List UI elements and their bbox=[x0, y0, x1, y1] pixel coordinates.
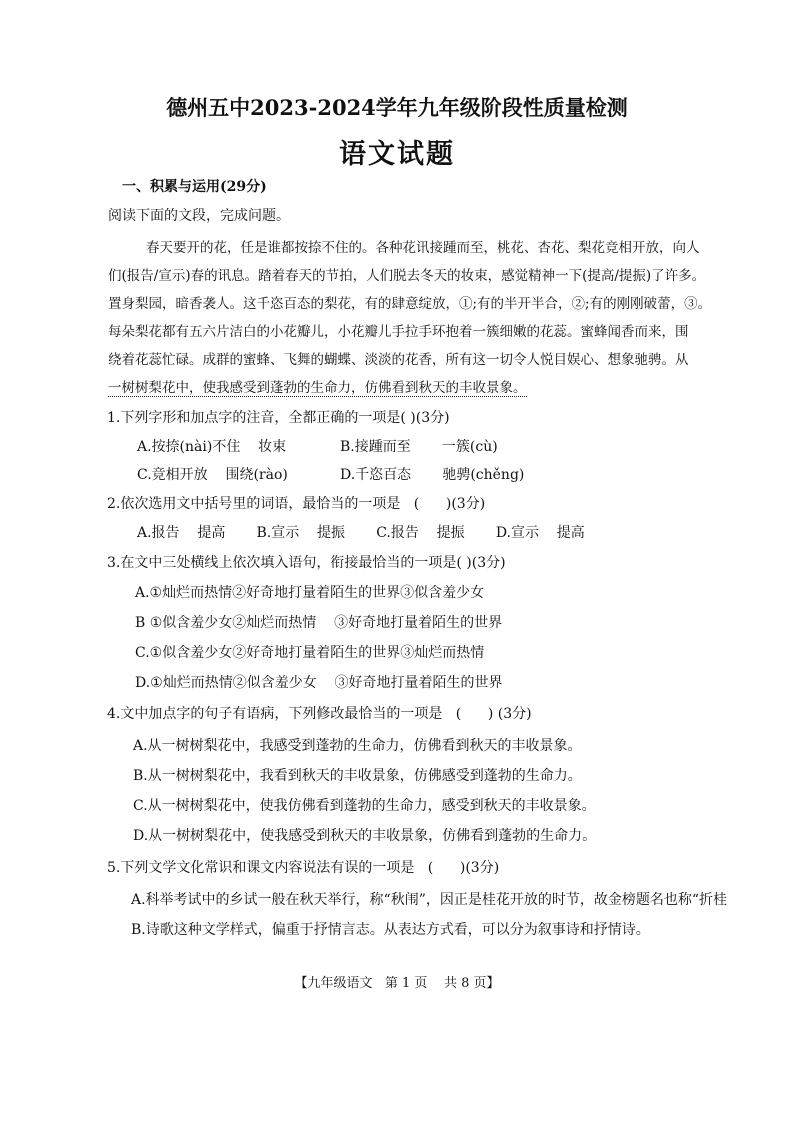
option: C.从一树树梨花中，使我仿佛看到蓬勃的生命力，感受到秋天的丰收景象。 bbox=[133, 798, 596, 814]
subject-title: 语文试题 bbox=[339, 139, 455, 170]
passage-line: 置身梨园，暗香袭人。这千恣百态的梨花，有的肆意绽放，①;有的半开半合，②;有的刚刚破蕾，③。 bbox=[108, 296, 712, 312]
option: D.①灿烂而热情②似含羞少女 ③好奇地打量着陌生的世界 bbox=[135, 675, 503, 691]
option-row: A.报告 提高 B.宣示 提振 C.报告 提振 D.宣示 提高 bbox=[137, 525, 585, 541]
option: B.接踵而至 一簇(cù) bbox=[340, 439, 498, 455]
question-stem: 3.在文中三处横线上依次填入语句，衔接最恰当的一项是( )(3分) bbox=[107, 555, 506, 571]
passage-line: 春天要开的花，任是谁都按捺不住的。各种花讯接踵而至，桃花、杏花、梨花竞相开放，向人 bbox=[146, 240, 700, 256]
option: D.千恣百态 驰骋(chěng) bbox=[340, 467, 525, 483]
passage-line: 绕着花蕊忙碌。成群的蜜蜂、飞舞的蝴蝶、淡淡的花香，所有这一切令人悦目娱心、想象驰骋。从 bbox=[108, 352, 689, 368]
option: C.竞相开放 围绕(rào) bbox=[137, 467, 288, 483]
option: A.按捺(nài)不住 妆束 bbox=[137, 439, 287, 455]
section-heading: 一、积累与运用(29分) bbox=[122, 179, 267, 195]
option: A.科举考试中的乡试一般在秋天举行，称“秋闱”，因正是桂花开放的时节，故金榜题名也称“折桂 bbox=[131, 892, 728, 908]
option: A.从一树树梨花中，我感受到蓬勃的生命力，仿佛看到秋天的丰收景象。 bbox=[133, 738, 582, 754]
passage-line: 们(报告/宣示)春的讯息。踏着春天的节拍，人们脱去冬天的妆束，感觉精神一下(提高/提振)了许多。 bbox=[108, 268, 706, 284]
option: D.从一树树梨花中，使我感受到秋天的丰收景象，仿佛看到蓬勃的生命力。 bbox=[133, 828, 597, 844]
question-stem: 1.下列字形和加点字的注音，全都正确的一项是( )(3分) bbox=[107, 410, 450, 426]
page-footer: 【九年级语文 第 1 页 共 8 页】 bbox=[294, 976, 500, 991]
question-stem: 5.下列文学文化常识和课文内容说法有误的一项是 ( )(3分) bbox=[107, 860, 500, 876]
option: B.从一树树梨花中，我看到秋天的丰收景象，仿佛感受到蓬勃的生命力。 bbox=[133, 768, 582, 784]
option: B ①似含羞少女②灿烂而热情 ③好奇地打量着陌生的世界 bbox=[135, 615, 503, 631]
question-stem: 4.文中加点字的句子有语病，下列修改最恰当的一项是 ( ) (3分) bbox=[107, 706, 532, 722]
passage-line-flawed-sentence: 一树树梨花中，使我感受到蓬勃的生命力，仿佛看到秋天的丰收景象。 bbox=[108, 376, 527, 397]
option: B.诗歌这种文学样式，偏重于抒情言志。从表达方式看，可以分为叙事诗和抒情诗。 bbox=[131, 922, 650, 938]
option: C.①似含羞少女②好奇地打量着陌生的世界③灿烂而热情 bbox=[135, 645, 485, 661]
section-instruction: 阅读下面的文段，完成问题。 bbox=[108, 208, 290, 224]
option: A.①灿烂而热情②好奇地打量着陌生的世界③似含羞少女 bbox=[135, 585, 485, 601]
exam-title: 德州五中2023-2024学年九年级阶段性质量检测 bbox=[166, 95, 628, 120]
passage-line: 每朵梨花都有五六片洁白的小花瓣儿，小花瓣儿手拉手环抱着一簇细嫩的花蕊。蜜蜂闻香而来，围 bbox=[108, 324, 689, 340]
question-stem: 2.依次选用文中括号里的词语，最恰当的一项是 ( )(3分) bbox=[107, 496, 486, 512]
